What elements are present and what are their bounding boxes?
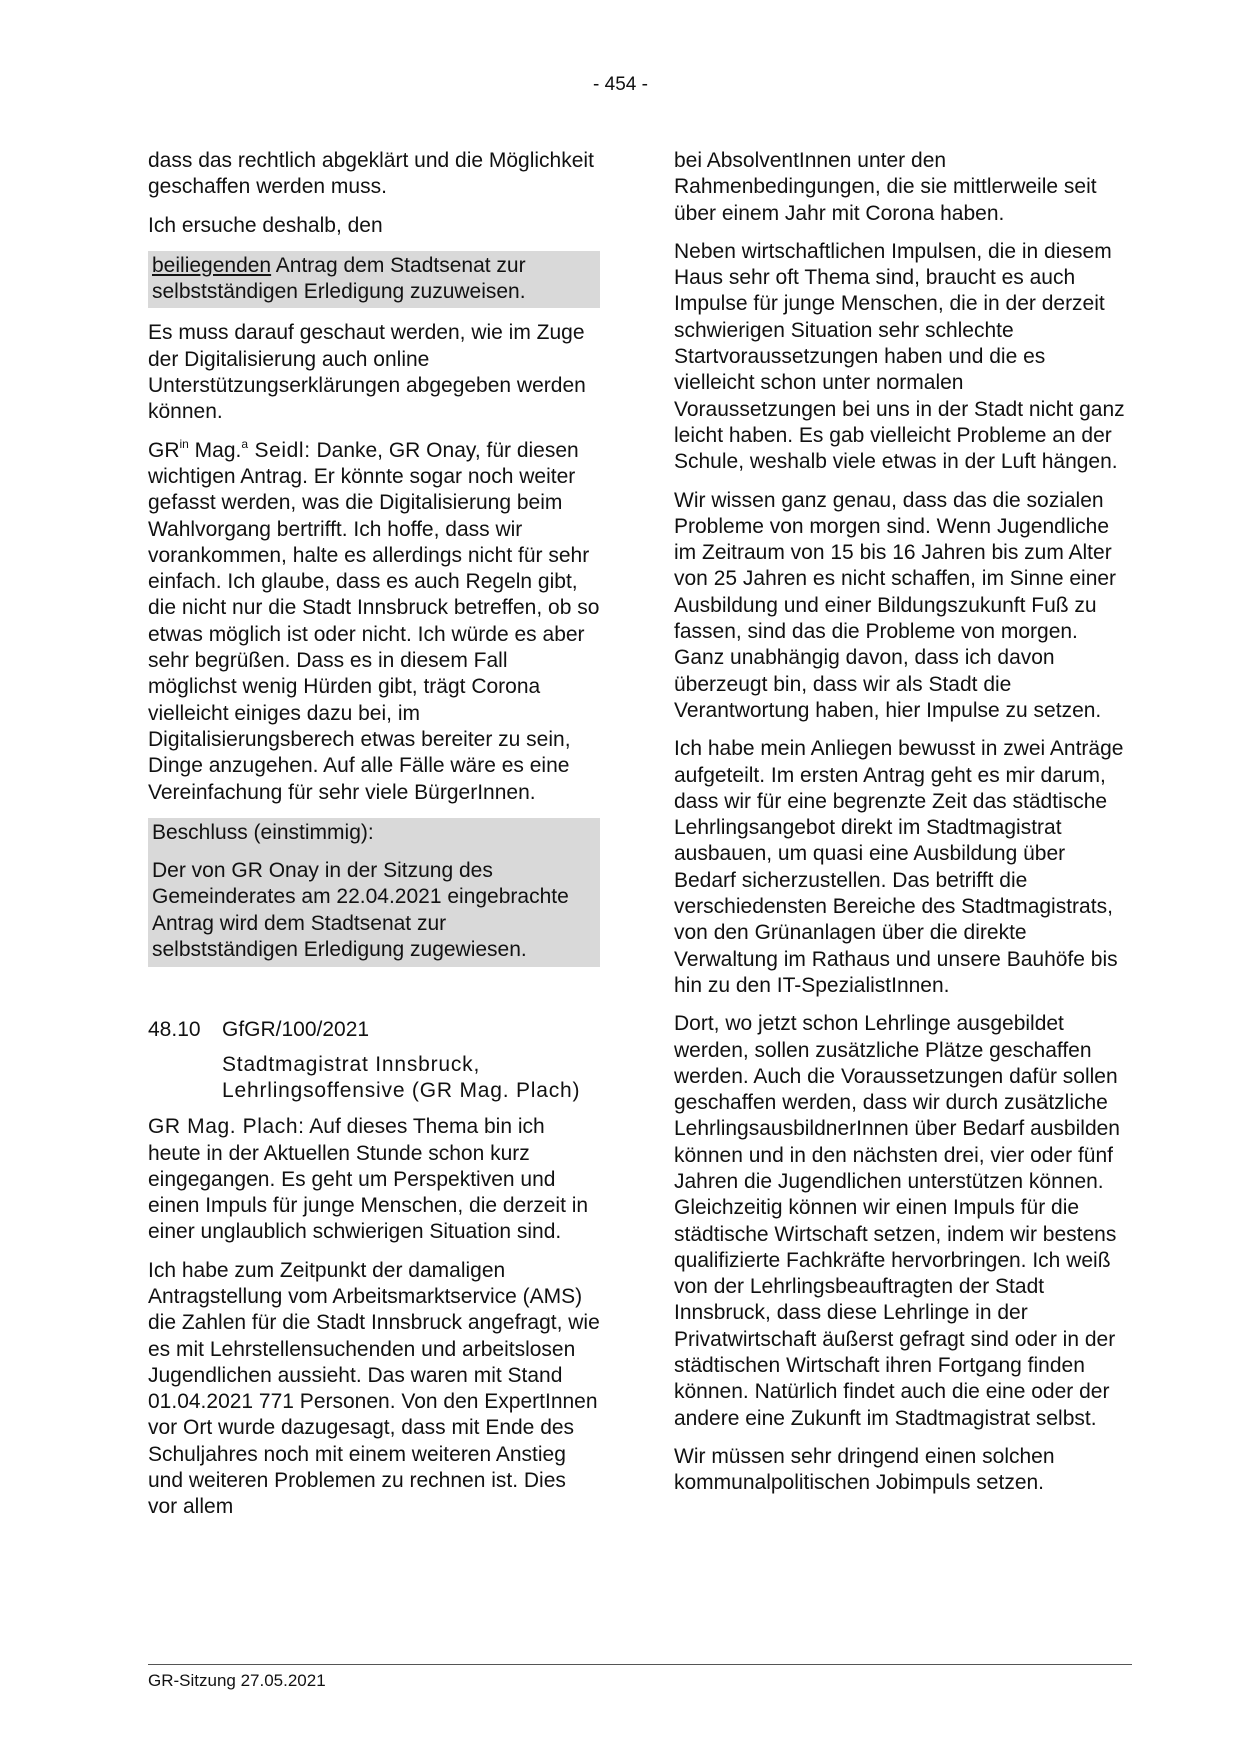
paragraph: Wir wissen ganz genau, dass das die sozialen Probleme von morgen sind. Wenn Jugendliche im Zeitraum von 15 bis 16 Jahren bis zum Alter von 25 Jahren es nicht schaffen, im Sinne einer Ausbildung und einer Bildungszukunft Fuß zu fassen, sind das die Probleme von morgen. Ganz unabhängig davon, dass ich davon überzeugt bin, dass wir als Stadt die Verantwortung haben, hier Impulse zu setzen. [674,488,1117,722]
page-number: - 454 - [593,74,648,95]
agenda-item-reference: GfGR/100/2021 [222,1018,370,1042]
paragraph: Ich habe zum Zeitpunkt der damaligen Antragstellung vom Arbeitsmarktservice (AMS) die Zahlen für die Stadt Innsbruck angefragt, wie es mit Lehrstellensuchenden und arbeitslosen Jugendlichen aussieht. Das waren mit Stand 01.04.2021 771 Personen. Von den ExpertInnen vor Ort wurde dazugesagt, dass mit Ende des Schuljahres noch mit einem weiteren Anstieg und weiteren Problemen zu rechnen ist. Dies vor allem [148,1258,600,1519]
speech-plach [148,1114,600,1245]
left-column [148,148,600,1533]
paragraph: Neben wirtschaftlichen Impulsen, die in diesem Haus sehr oft Thema sind, braucht es auch Impulse für junge Menschen, die in der derzeit schwierigen Situation sehr schlechte Startvoraussetzungen haben und die es vielleicht schon unter normalen Voraussetzungen bei uns in der Stadt nicht ganz leicht haben. Es gab vielleicht Probleme an der Schule, weshalb viele etwas in der Luft hängen. [674,239,1125,474]
right-column [674,148,1126,1509]
agenda-item-title: Stadtmagistrat Innsbruck, Lehrlingsoffensive (GR Mag. Plach) [222,1052,581,1102]
agenda-item-header [148,1017,600,1043]
paragraph: Ich ersuche deshalb, den [148,213,383,237]
motion-text: Antrag dem Stadtsenat zur selbstständigen Erledigung zuzuweisen. [152,253,526,304]
paragraph: Wir müssen sehr dringend einen solchen kommunalpolitischen Jobimpuls setzen. [674,1444,1055,1495]
paragraph: Ich habe mein Anliegen bewusst in zwei Anträge aufgeteilt. Im ersten Antrag geht es mir darum, dass wir für eine begrenzte Zeit das städtische Lehrlingsangebot direkt im Stadtmagistrat ausbauen, um quasi eine Ausbildung über Bedarf sicherzustellen. Das betrifft die verschiedensten Bereiche des Stadtmagistrats, von den Grünanlagen über die direkte Verwaltung im Rathaus und unsere Bauhöfe bis hin zu den IT-SpezialistInnen. [674,737,1124,997]
footer-text: GR-Sitzung 27.05.2021 [148,1671,326,1690]
decision-heading: Beschluss (einstimmig): [148,818,600,848]
speech-text: Auf dieses Thema bin ich heute in der Aktuellen Stunde schon kurz eingegangen. Es geht um Perspektiven und einen Impuls für junge Menschen, die derzeit in einer unglaublich schwierigen Situation sind. [148,1115,589,1244]
speaker-name: GR Mag. Plach: [148,1115,305,1139]
speaker-superscript: in [179,436,189,451]
paragraph: dass das rechtlich abgeklärt und die Möglichkeit geschaffen werden muss. [148,149,594,199]
speaker-title: Mag. [188,438,242,462]
paragraph: bei AbsolventInnen unter den Rahmenbedingungen, die sie mittlerweile seit über einem Jahr mit Corona haben. [674,149,1097,225]
speaker-name: Seidl: [248,438,311,462]
agenda-item-number: 48.10 [148,1018,201,1042]
speaker-prefix: GR [148,438,180,462]
motion-box [148,251,600,309]
paragraph: Es muss darauf geschaut werden, wie im Zuge der Digitalisierung auch online Unterstützungserklärungen abgegeben werden können. [148,321,586,424]
speech-seidl [148,438,600,806]
speech-text: Danke, GR Onay, für diesen wichtigen Antrag. Er könnte sogar noch weiter gefasst werden, was die Digitalisierung beim Wahlvorgang bertrifft. Ich hoffe, dass wir vorankommen, halte es allerdings nicht für sehr einfach. Ich glaube, dass es auch Regeln gibt, die nicht nur die Stadt Innsbruck betreffen, ob so etwas möglich ist oder nicht. Ich würde es aber sehr begrüßen. Dass es in diesem Fall möglichst wenig Hürden gibt, trägt Corona vielleicht einiges dazu bei, im Digitalisierungsberech etwas bereiter zu sein, Dinge anzugehen. Auf alle Fälle wäre es eine Vereinfachung für sehr viele BürgerInnen. [148,438,600,804]
decision-text: Der von GR Onay in der Sitzung des Gemeinderates am 22.04.2021 eingebrachte Antrag wird dem Stadtsenat zur selbstständigen Erledigung zugewiesen. [148,848,600,967]
footer-divider [148,1664,1132,1665]
motion-underlined-word: beiliegenden [152,253,272,277]
speaker-superscript: a [241,436,249,451]
paragraph: Dort, wo jetzt schon Lehrlinge ausgebildet werden, sollen zusätzliche Plätze geschaffen werden. Auch die Voraussetzungen dafür sollen geschaffen werden, dass wir durch zusätzliche LehrlingsausbildnerInnen über Bedarf ausbilden können und in den nächsten drei, vier oder fünf Jahren die Jugendlichen unterstützen können. Gleichzeitig können wir einen Impuls für die städtische Wirtschaft setzen, indem wir bestens qualifizierte Fachkräfte hervorbringen. Ich weiß von der Lehrlingsbeauftragten der Stadt Innsbruck, dass diese Lehrlinge in der Privatwirtschaft äußerst gefragt sind oder in der städtischen Wirtschaft ihren Fortgang finden können. Natürlich findet auch die eine oder der andere eine Zukunft im Stadtmagistrat selbst. [674,1012,1120,1430]
